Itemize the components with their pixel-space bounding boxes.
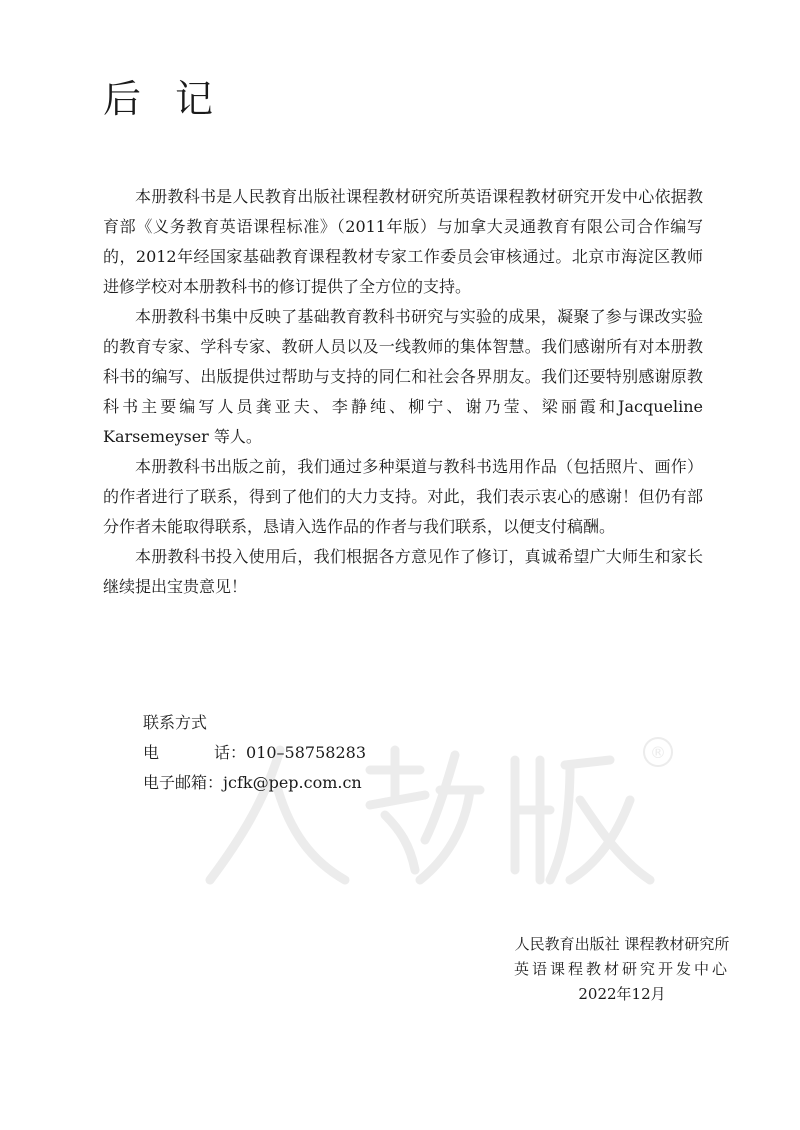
contact-email-row [143,768,366,798]
afterword-body [103,182,703,602]
paragraph: 本册教科书投入使用后，我们根据各方意见作了修订，真诚希望广大师生和家长继续提出宝贵意见！ [103,547,703,596]
paragraph: 本册教科书出版之前，我们通过多种渠道与教科书选用作品（包括照片、画作）的作者进行了联系，得到了他们的大力支持。对此，我们表示衷心的感谢！但仍有部分作者未能取得联系，恳请入选作品的作者与我们联系，以便支付稿酬。 [103,457,703,536]
contact-info [143,708,366,798]
phone-label [143,738,230,768]
email-label: 电子邮箱 [143,773,208,792]
phone-label-char-2: 话 [213,743,230,762]
paragraph: 本册教科书集中反映了基础教育教科书研究与实验的成果，凝聚了参与课改实验的教育专家、学科专家、教研人员以及一线教师的集体智慧。我们感谢所有对本册教科书的编写、出版提供过帮助与支持的同仁和社会各界朋友。我们还要特别感谢原教科书主要编写人员龚亚夫、李静纯、柳宁、谢乃莹、梁丽霞和Jacqueline Karsemeyser 等人。 [103,307,703,446]
signature-publisher: 人民教育出版社 课程教材研究所 [514,935,730,953]
phone-separator: ： [230,743,247,762]
contact-phone-row [143,738,366,768]
signature-center: 英语课程教材研究开发中心 [513,960,730,978]
contact-heading: 联系方式 [143,713,208,732]
paragraph: 本册教科书是人民教育出版社课程教材研究所英语课程教材研究开发中心依据教育部《义务教育英语课程标准》（2011年版）与加拿大灵通教育有限公司合作编写的，2012年经国家基础教育课程教材专家工作委员会审核通过。北京市海淀区教师进修学校对本册教科书的修订提供了全方位的支持。 [103,187,703,296]
phone-number: 010–58758283 [246,743,366,762]
email-address[interactable]: jcfk@pep.com.cn [223,773,362,792]
signature-date: 2022年12月 [578,985,666,1003]
registered-mark: ® [650,743,666,762]
email-separator: ： [207,773,224,792]
page-title: 后记 [103,77,248,121]
phone-label-char-1: 电 [143,743,160,762]
signature-block [514,932,730,1007]
